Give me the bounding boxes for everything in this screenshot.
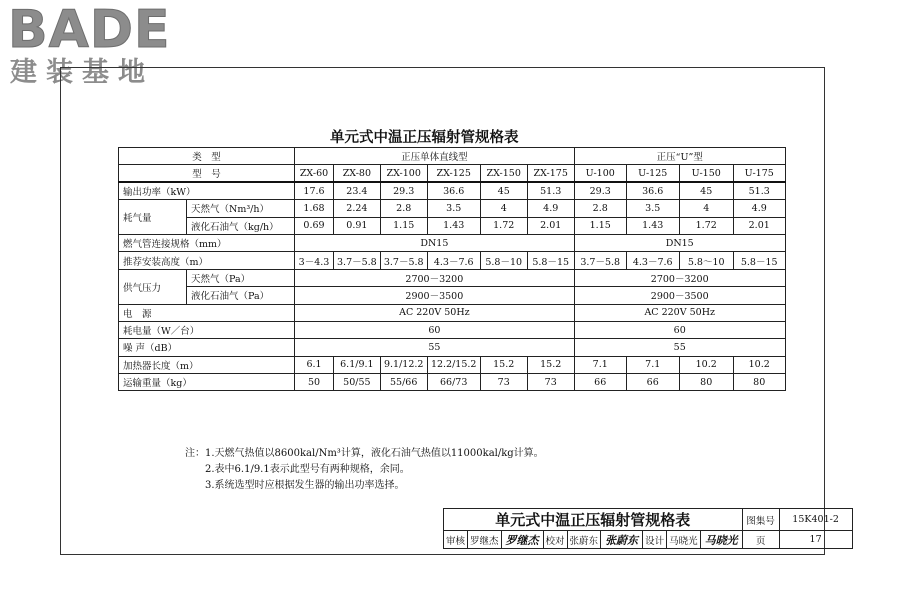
checker-name: 张蔚东	[567, 531, 601, 549]
value-cell: 29.3	[380, 182, 427, 199]
value-cell: 4	[679, 200, 733, 217]
value-cell: 29.3	[574, 182, 626, 199]
value-cell: 5.8－10	[480, 252, 527, 269]
value-cell: 73	[527, 374, 574, 391]
sub-label: 液化石油气（kg/h）	[187, 217, 295, 234]
page-number: 17	[779, 531, 852, 549]
page-label: 页	[742, 531, 779, 549]
value-cell: 45	[679, 182, 733, 199]
pipe-row	[119, 234, 786, 251]
value-cell: 66	[626, 374, 679, 391]
value-cell: 1.15	[574, 217, 626, 234]
check-label: 校对	[543, 531, 567, 549]
model-cell: ZX-60	[295, 165, 334, 182]
value-cell: 3.7－5.8	[334, 252, 381, 269]
value-cell: 51.3	[527, 182, 574, 199]
value-cell: 17.6	[295, 182, 334, 199]
value-cell: 80	[733, 374, 785, 391]
merged-cell: 2900－3500	[574, 287, 785, 304]
noise-row	[119, 339, 786, 356]
design-label: 设计	[643, 531, 667, 549]
consumption-row	[119, 321, 786, 338]
reviewer-name: 罗继杰	[468, 531, 502, 549]
note-item: 2.表中6.1/9.1表示此型号有两种规格，余同。	[205, 464, 410, 475]
model-cell: ZX-125	[427, 165, 480, 182]
value-cell: 5.8－15	[733, 252, 785, 269]
sub-label: 天然气（Nm³/h）	[187, 200, 295, 217]
value-cell: 15.2	[480, 356, 527, 373]
header-row	[119, 148, 786, 165]
weight-row	[119, 374, 786, 391]
power-row	[119, 182, 786, 199]
model-cell: ZX-175	[527, 165, 574, 182]
model-cell: ZX-100	[380, 165, 427, 182]
value-cell: 66	[574, 374, 626, 391]
row-label: 耗电量（W／台）	[119, 321, 295, 338]
sub-label: 液化石油气（Pa）	[187, 287, 295, 304]
value-cell: 3.7－5.8	[380, 252, 427, 269]
merged-cell: 60	[574, 321, 785, 338]
merged-cell: DN15	[574, 234, 785, 251]
merged-cell: DN15	[295, 234, 575, 251]
sub-label: 天然气（Pa）	[187, 269, 295, 286]
notes	[185, 446, 544, 494]
value-cell: 10.2	[679, 356, 733, 373]
brand-subtitle: 建装基地	[10, 57, 154, 88]
atlas-label: 图集号	[742, 509, 779, 531]
row-label: 加热器长度（m）	[119, 356, 295, 373]
value-cell: 6.1	[295, 356, 334, 373]
value-cell: 2.8	[574, 200, 626, 217]
value-cell: 4	[480, 200, 527, 217]
value-cell: 4.9	[527, 200, 574, 217]
checker-signature: 张蔚东	[601, 531, 643, 549]
value-cell: 1.68	[295, 200, 334, 217]
brand-wordmark: BADE	[8, 0, 171, 60]
value-cell: 7.1	[574, 356, 626, 373]
heater-row	[119, 356, 786, 373]
merged-cell: 2700－3200	[295, 269, 575, 286]
merged-cell: 55	[574, 339, 785, 356]
row-label: 供气压力	[119, 269, 187, 304]
model-row	[119, 165, 786, 182]
model-cell: ZX-150	[480, 165, 527, 182]
atlas-number: 15K401-2	[779, 509, 852, 531]
designer-signature: 马晓光	[700, 531, 742, 549]
row-label: 噪 声（dB）	[119, 339, 295, 356]
value-cell: 3－4.3	[295, 252, 334, 269]
value-cell: 10.2	[733, 356, 785, 373]
value-cell: 23.4	[334, 182, 381, 199]
merged-cell: 60	[295, 321, 575, 338]
pressure-lpg-row	[119, 287, 786, 304]
value-cell: 0.69	[295, 217, 334, 234]
value-cell: 5.8－15	[527, 252, 574, 269]
page-title: 单元式中温正压辐射管规格表	[330, 129, 519, 146]
model-cell: U-175	[733, 165, 785, 182]
value-cell: 5.8～10	[679, 252, 733, 269]
group-straight: 正压单体直线型	[295, 148, 575, 165]
height-row	[119, 252, 786, 269]
row-label: 运输重量（kg）	[119, 374, 295, 391]
merged-cell: 2900－3500	[295, 287, 575, 304]
title-block-title: 单元式中温正压辐射管规格表	[444, 509, 743, 531]
title-block	[443, 508, 853, 549]
value-cell: 2.01	[733, 217, 785, 234]
spec-table	[118, 147, 786, 391]
row-label: 输出功率（kW）	[119, 182, 295, 199]
value-cell: 1.43	[626, 217, 679, 234]
row-label: 推荐安装高度（m）	[119, 252, 295, 269]
value-cell: 51.3	[733, 182, 785, 199]
model-cell: U-150	[679, 165, 733, 182]
value-cell: 36.6	[626, 182, 679, 199]
value-cell: 0.91	[334, 217, 381, 234]
row-label: 燃气管连接规格（mm）	[119, 234, 295, 251]
designer-name: 马晓光	[667, 531, 701, 549]
value-cell: 9.1/12.2	[380, 356, 427, 373]
power-supply-row	[119, 304, 786, 321]
value-cell: 1.43	[427, 217, 480, 234]
value-cell: 2.01	[527, 217, 574, 234]
note-item: 3.系统选型时应根据发生器的输出功率选择。	[205, 480, 405, 491]
value-cell: 1.72	[480, 217, 527, 234]
group-u: 正压“U”型	[574, 148, 785, 165]
header-type: 类 型	[119, 148, 295, 165]
merged-cell: AC 220V 50Hz	[295, 304, 575, 321]
merged-cell: AC 220V 50Hz	[574, 304, 785, 321]
review-label: 审核	[444, 531, 468, 549]
value-cell: 4.9	[733, 200, 785, 217]
header-model: 型 号	[119, 165, 295, 182]
value-cell: 15.2	[527, 356, 574, 373]
value-cell: 4.3－7.6	[626, 252, 679, 269]
value-cell: 66/73	[427, 374, 480, 391]
value-cell: 36.6	[427, 182, 480, 199]
value-cell: 80	[679, 374, 733, 391]
value-cell: 2.8	[380, 200, 427, 217]
value-cell: 6.1/9.1	[334, 356, 381, 373]
value-cell: 45	[480, 182, 527, 199]
value-cell: 4.3－7.6	[427, 252, 480, 269]
value-cell: 73	[480, 374, 527, 391]
merged-cell: 55	[295, 339, 575, 356]
value-cell: 50	[295, 374, 334, 391]
value-cell: 50/55	[334, 374, 381, 391]
row-label: 电 源	[119, 304, 295, 321]
model-cell: U-125	[626, 165, 679, 182]
value-cell: 12.2/15.2	[427, 356, 480, 373]
value-cell: 55/66	[380, 374, 427, 391]
model-cell: ZX-80	[334, 165, 381, 182]
value-cell: 1.72	[679, 217, 733, 234]
value-cell: 1.15	[380, 217, 427, 234]
row-label: 耗气量	[119, 200, 187, 235]
natural-gas-row	[119, 200, 786, 217]
value-cell: 3.5	[626, 200, 679, 217]
value-cell: 2.24	[334, 200, 381, 217]
value-cell: 3.5	[427, 200, 480, 217]
pressure-ng-row	[119, 269, 786, 286]
model-cell: U-100	[574, 165, 626, 182]
notes-label: 注：	[185, 448, 205, 459]
value-cell: 3.7－5.8	[574, 252, 626, 269]
reviewer-signature: 罗继杰	[501, 531, 543, 549]
note-item: 1.天燃气热值以8600kal/Nm³计算，液化石油气热值以11000kal/kg计算。	[205, 448, 544, 459]
value-cell: 7.1	[626, 356, 679, 373]
merged-cell: 2700－3200	[574, 269, 785, 286]
lpg-row	[119, 217, 786, 234]
